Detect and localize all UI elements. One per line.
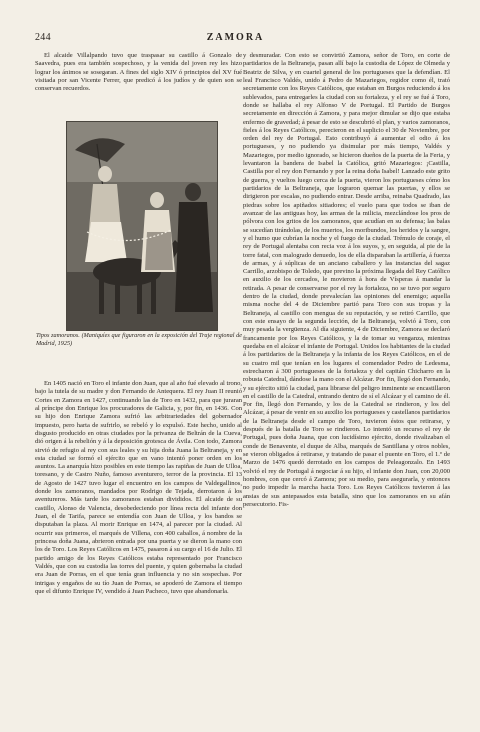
photo-caption [36, 332, 242, 348]
paragraph: El alcaide Villalpando tuvo que traspasar su castillo á Gonzalo de Saavedra, pues era también sospechoso, y la venida del joven rey les hizo lograr los ánimos se sosegaran. A fines del siglo XIV ó principios del XV fué visitada por san Vicente Ferrer, que predicó á los judíos y de quien son se conservan recuerdos. [35, 52, 242, 93]
right-column-text [243, 52, 450, 509]
caption-text: Tipos zamoranos. (Maniquíes que figuraron en la exposición del Traje regional de Madrid, 1925) [36, 332, 242, 347]
paragraph: y desmuradar. Con esto se convirtió Zamora, señor de Toro, en corte de partidarios de la Beltraneja, pasan allí bajo la custodia de López de Olmeda y Beatriz de Silva, y en cuartel general de los portugueses que la defendían. El leal Francisco Valdés, unido á Pedro de Mazariegos, regidor como él, trató secretamente con los Reyes Católicos, que estaban en Burgos reduciendo á los sublevados, para entregarles la ciudad con su fortaleza, y el rey se fué á Toro, donde se hallaba el rey Alfonso V de Portugal. El Partido de Burgos secretamente en dirección á Zamora, y para mejor dimular se dijo que estaba enfermo de gravedad; á pesar de esto se descubrió el plan, y varios zamoranos, fieles á los Reyes Católicos, perecieron en el suplicio el 30 de Noviembre, por orden del rey de Portugal. Esto contribuyó á aumentar el odio á los portugueses, y no pudiendo ya disimular por más tiempo, Valdés y Mazariegos, por medio ignorado, se hicieron dueños de la puerta de la Feria, y levantaron la bandera de Isabel la Católica, gritó Mazariegos: ¡Castilla, Castilla por el rey don Fernando y por la reina doña Isabel! Lanzado este grito de guerra, y vueltos luego cerca de la puerta, vieron los portugueses cómo los partidarios de la Beltraneja, que lograron quemar las puertas, y ellos se dirigieron por escalas, no pudiendo entrar. Desde arriba, reinaba Quadrado, las piedras sobre los apiñados sitiadores; el vuelo para que todos se iban de avanzar de las antiguas hoy, las armas de la milicia, mezclándose los pros de pólvora con los gritos de los zamoranos, que acudían en su defensa; las balas se sucedían tirándolas, de los muertos, los moribundos, los heridos y la sangre, y el humo que cubrían la noche y el fuego de la ciudad. Trémulo de coraje, el rey de Portugal alentaba con recia voz á los suyos, y, en seguida, al pie de la torre fatal, con malogrado denuedo, los de ella disparaban la artillería, á fuerza de armas, y á súplicas de un anciano caballero y las instancias del sagaz Carrillo, arzobispo de Toledo, que previno la próxima llegada del Rey Católico en auxilio de los cercados, le movieron á hora de Vísperas á mandar la retirada. A pesar de conservarse por el rey la fortaleza, no se tuvo por seguro dentro de la ciudad, donde prevalecían las opiniones del enemigo; aquella misma noche del 4 de Diciembre partió para Toro con sus tropas y la Beltraneja, al castillo con mengua de su reputación, y se retiró Carrillo, que con este ensayo de la segunda lección, de la Beltraneja, volvió á Toro, con muy pesada la vergüenza. Al día siguiente, 4 de Diciembre, Zamora se declaró francamente por los Reyes Católicos, y la de tomar su venganza, mientras quedaba en el alcázar el infante de Portugal. Unidos los habitantes de la ciudad á los partidarios de la Beltraneja y la infanta de los Reyes Católicos, en el de su cuatro mil que tenían en los lugares el comendador Pedro de Ledesma, estrecharon á 300 portugueses de la fortaleza y del capitán Chicharro en la robusta Catedral, dándose la mano con el Alcázar. Por fin, llegó don Fernando, y su ejército sitió la ciudad, para librarse del peligro inminente se encastillaron en el castillo de la Catedral, entrando dentro de sí el Alcázar y el camino de él. Por fin, llegó don Fernando, y los de la Catedral se rindieron, y los del Alcázar, á pesar de venir en su auxilio los portugueses y castellanos partidarios de la Beltraneja desde el campo de Toro, tuvieron éstos que retirarse, y después de la batalla de Toro se rindieron. Lo intentó un recurso el rey de Portugal, pues doña Juana, que con lucidísimo ejército, donde rivalizaban el conde de Benavente, el duque de Alba, marqués de Santillana y otros nobles, se vieron obligados á retirarse, y tratando de pasar el puente en Toro, el 1.º de Marzo de 1476 quedó derrotado en los campos de Peleagonzalo. En 1493 volvió el rey de Portugal á negociar á su hijo, el infante don Juan, con 20,000 hombres, con que cercó á Zamora; por su medio, para asegurarla, y entonces no pudo impedir la marcha hacia Toro. Los Reyes Católicos tuvieron á las ansias de sus antepasados esta batalla, sino que los zamoranos en su afán persecutorio. Fis- [243, 52, 450, 508]
running-title: ZAMORA [206, 32, 265, 43]
left-column-top-text [35, 52, 242, 94]
photo-illustration [67, 122, 217, 330]
page-header [35, 32, 436, 46]
page-number: 244 [35, 32, 51, 43]
photograph-regional-costumes [66, 121, 218, 331]
left-column-bottom-text [35, 380, 242, 596]
paragraph: En 1405 nació en Toro el infante don Juan, que al año fué elevado al trono, bajo la tutela de su madre y don Fernando de Antequera. El rey Juan II reunió Cortes en Zamora en 1427, continuando las de Toro en 1432, para que juraran al príncipe don Enrique los procuradores de Galicia, y, por fin, en 1436. Con su hijo don Enrique Zamora sufrió las arbitrariedades del gobernador impuesto, pero harta de sufrirlo, se rebeló y lo expulsó. Este hecho, unido al disgusto producido en otras ciudades por la privanza de Beltrán de la Cueva, dió origen á la rebelión y á la deposición grotesca de Ávila. Con todo, Zamora sirvió de refugio al rey con sus leales y su hija doña Juana la Beltraneja, y en esta ciudad se formó el ejército que en vano intentó poner orden en los asuntos. La anarquía hizo posibles en este tiempo las rapiñas de Juan de Ulloa, toresano, y de Castro Nuño, famoso aventurero, terror de la provincia. El 13 de Agosto de 1427 tuvo lugar el encuentro en los campos de Valdegallinos, donde los zamoranos, mandados por Rodrigo de Tejada, derrotaron á los aventureros. Más tarde los zamoranos estaban divididos. El alcaide de su castillo, Alonso de Valencia, desobedeciendo por línea recta del infante don Juan, el de Tarifa, parece se entendía con Juan de Ulloa, y los bandos se disputaban la plaza. Al morir Enrique en 1474, al parecer por la ciudad. Al ocurrir sus primeros, el marqués de Villena, con 400 caballos, á nombre de la princesa doña Juana, abrieron entrada por una puerta y se dieron la mano con los de Toro. Los Reyes Católicos en 1475, pasaron á su cargo el 16 de Julio. El partido amigo de los Reyes Católicos estaba representado por Francisco Valdés, que con su custodia las torres del puente, y quien gobernaba la ciudad era Juan de Porras, en el que tenía gran influencia y no sin sospechas. Por intrigas y engaños de su tío Juan de Porras, se apoderó de Zamora el tiempo que el difunto Enrique IV, vendido á Juan Pacheco, tuvo que abandonarla. [35, 380, 242, 595]
